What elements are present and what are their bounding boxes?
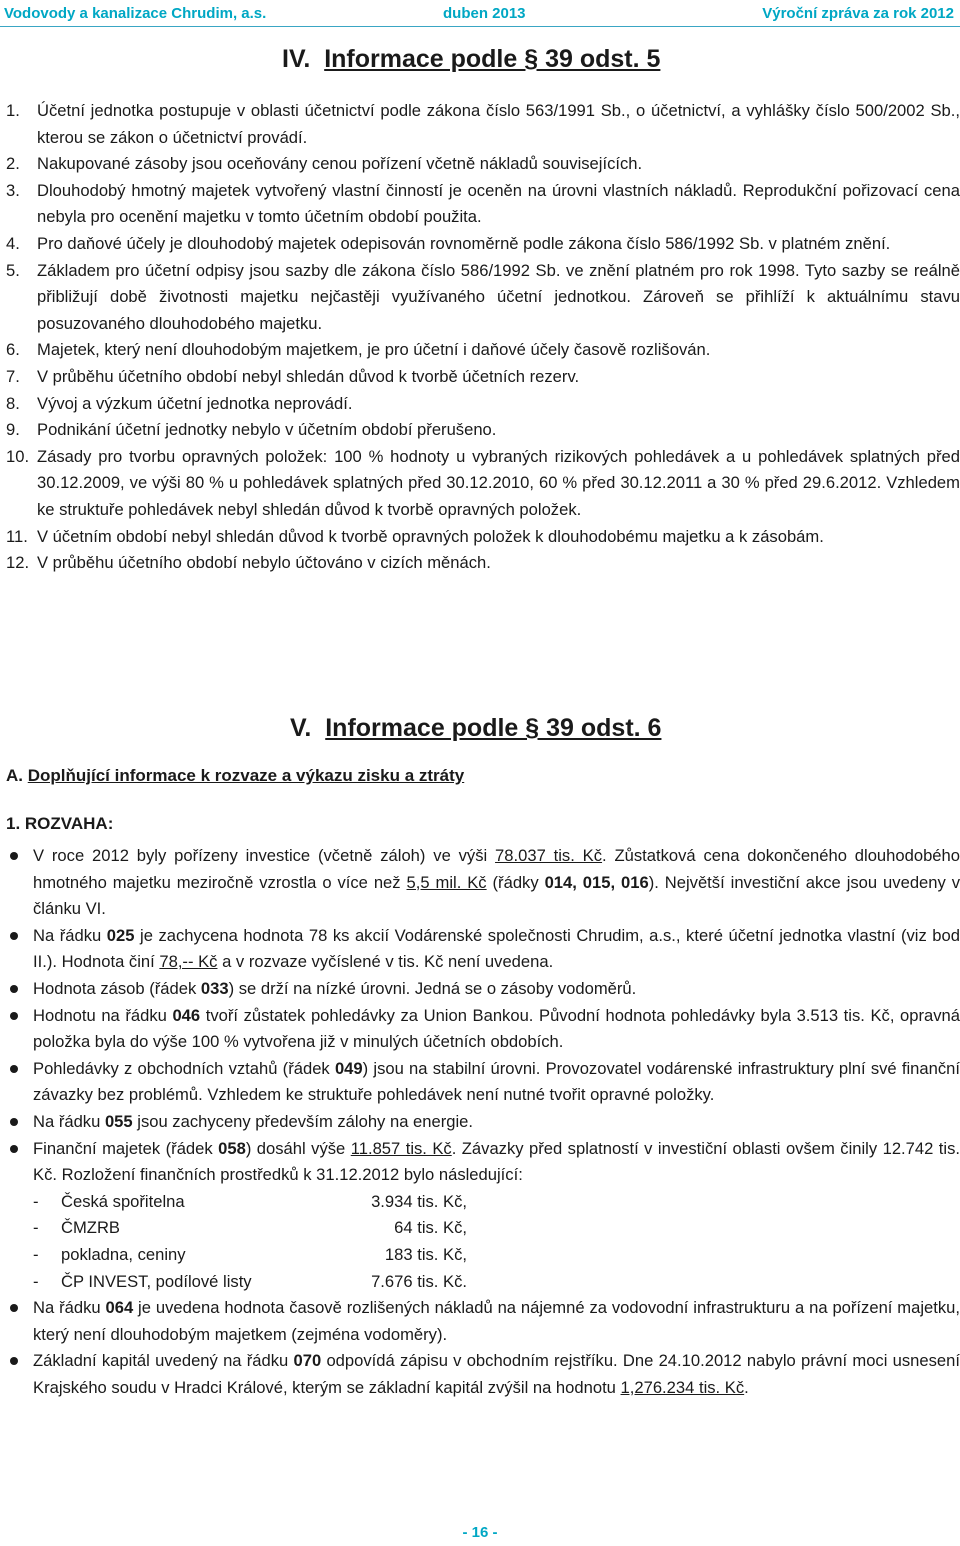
bullet-text: Finanční majetek (řádek 058) dosáhl výše 11.857 tis. Kč. Závazky před splatností v investiční oblasti ovšem činily 12.742 tis. Kč. Rozložení finančních prostředků k 31.12.2012 bylo následující: - Česká spořitelna 3.934 tis. Kč, - ČMZRB 64 tis. Kč, - pokladna, ceniny 183 tis. Kč, - ČP INVEST, podílové listy 7.676 tis. Kč. [33, 1136, 960, 1296]
bullet-text: Na řádku 025 je zachycena hodnota 78 ks akcií Vodárenské společnosti Chrudim, a.s., které účetní jednotka vlastní (viz bod II.). Hodnota činí 78,-- Kč a v rozvaze vyčíslené v tis. Kč není uvedena. [33, 925, 960, 972]
item-number: 1. [6, 101, 20, 120]
subsection-a-title: Doplňující informace k rozvaze a výkazu zisku a ztráty [27, 766, 465, 785]
bank-row: - ČMZRB 64 tis. Kč, [33, 1218, 467, 1238]
item-text: V průběhu účetního období nebyl shledán důvod k tvorbě účetních rezerv. [37, 366, 580, 386]
item-number: 6. [6, 340, 20, 360]
list-item [6, 550, 960, 577]
bullet-text: Základní kapitál uvedený na řádku 070 odpovídá zápisu v obchodním rejstříku. Dne 24.10.2012 nabylo právní moci usnesení Krajského soudu v Hradci Králové, kterým se základní kapitál zvýšil na hodnotu 1,276.234 tis. Kč. [33, 1351, 960, 1397]
list-item [6, 391, 960, 418]
page-number: - 16 - [462, 1524, 498, 1541]
subsection-a-letter: A. [6, 766, 23, 785]
section-iv-title: Informace podle § 39 odst. 5 [324, 45, 661, 73]
item-number: 4. [6, 233, 20, 253]
header-rule [0, 26, 960, 27]
header-report-title: Výroční zpráva za rok 2012 [762, 5, 954, 22]
bullet-icon [6, 1348, 33, 1401]
section-iv-heading [282, 45, 660, 74]
list-item [6, 98, 960, 151]
item-number: 2. [6, 154, 20, 174]
item-text: Majetek, který není dlouhodobým majetkem, je pro účetní i daňové účely časově rozlišován. [37, 340, 711, 360]
bullet-item [6, 843, 960, 923]
item-text: Podnikání účetní jednotky nebylo v účetním období přerušeno. [37, 420, 497, 440]
bullet-icon [6, 1295, 33, 1348]
item-number: 10. [6, 446, 30, 466]
bullet-icon [6, 1056, 33, 1109]
item-number: 12. [6, 553, 30, 573]
section-v-title: Informace podle § 39 odst. 6 [325, 714, 662, 742]
header-date: duben 2013 [443, 5, 526, 22]
item-text: Dlouhodobý hmotný majetek vytvořený vlastní činností je oceněn na úrovni vlastních nákladů. Reprodukční pořizovací cena nebyla pro ocenění majetku v tomto účetním období použita. [37, 180, 960, 227]
bullet-item [6, 1348, 960, 1401]
bullet-text: Na řádku 064 je uvedena hodnota časově rozlišených nákladů na nájemné za vodovodní infrastrukturu a na pořízení majetku, který není dlouhodobým majetkem (zejména vodoměry). [33, 1298, 960, 1344]
bank-row: - Česká spořitelna 3.934 tis. Kč, [33, 1191, 467, 1211]
bullet-icon [6, 1109, 33, 1136]
bullet-item [6, 1136, 960, 1296]
bullet-icon [6, 1003, 33, 1056]
item-text: Účetní jednotka postupuje v oblasti účetnictví podle zákona číslo 563/1991 Sb., o účetnictví, a vyhlášky číslo 500/2002 Sb., kterou se zákon o účetnictví provádí. [37, 101, 960, 147]
section-iv-roman: IV. [282, 45, 311, 73]
bullet-text: Pohledávky z obchodních vztahů (řádek 049) jsou na stabilní úrovni. Provozovatel vodárenské infrastruktury plní své finanční závazky bez problémů. Vzhledem ke struktuře pohledávek není nutné tvořit opravné položky. [33, 1058, 960, 1105]
bullet-text: Hodnotu na řádku 046 tvoří zůstatek pohledávky za Union Bankou. Původní hodnota pohledávky byla 3.513 tis. Kč, opravná položka byla do výše 100 % vytvořena již v minulých účetních obdobích. [33, 1005, 960, 1052]
section-v-heading [290, 714, 661, 743]
section-iv-list [6, 98, 960, 577]
rozvaha-heading: 1. ROZVAHA: [6, 814, 114, 833]
bullet-item [6, 923, 960, 976]
bullet-icon [6, 1136, 33, 1296]
item-text: Nakupované zásoby jsou oceňovány cenou pořízení včetně nákladů souvisejících. [37, 154, 643, 174]
bullet-item [6, 1056, 960, 1109]
bullet-icon [6, 843, 33, 923]
list-item [6, 364, 960, 391]
item-text: Vývoj a výzkum účetní jednotka neprovádí. [37, 393, 353, 413]
item-number: 11. [6, 526, 28, 546]
list-item [6, 151, 960, 178]
list-item [6, 178, 960, 231]
header-company: Vodovody a kanalizace Chrudim, a.s. [4, 5, 267, 22]
item-text: V účetním období nebyl shledán důvod k tvorbě opravných položek k dlouhodobému majetku a k zásobám. [37, 526, 824, 546]
list-item [6, 444, 960, 524]
item-number: 3. [6, 180, 20, 200]
rozvaha-bullets [6, 843, 960, 1401]
subsection-a-heading [6, 766, 464, 786]
bullet-icon [6, 923, 33, 976]
bullet-item [6, 1109, 960, 1136]
list-item [6, 417, 960, 444]
bullet-item [6, 976, 960, 1003]
bullet-text: V roce 2012 byly pořízeny investice (včetně záloh) ve výši 78.037 tis. Kč. Zůstatková cena dokončeného dlouhodobého hmotného majetku meziročně vzrostla o více než 5,5 mil. Kč (řádky 014, 015, 016). Největší investiční akce jsou uvedeny v článku VI. [33, 846, 960, 919]
item-text: Zásady pro tvorbu opravných položek: 100 % hodnoty u vybraných rizikových pohledávek a u pohledávek splatných před 30.12.2009, ve výši 80 % u pohledávek splatných před 30.12.2010, 60 % před 30.12.2011 a 30 % před 29.6.2012. Vzhledem ke struktuře pohledávek nebyl shledán důvod k tvorbě opravných položek. [37, 446, 960, 519]
bullet-icon [6, 976, 33, 1003]
list-item [6, 258, 960, 338]
bank-row: - ČP INVEST, podílové listy 7.676 tis. Kč. [33, 1271, 467, 1291]
page-header [0, 0, 960, 26]
bullet-item [6, 1295, 960, 1348]
item-number: 7. [6, 366, 20, 386]
bank-row: - pokladna, ceniny 183 tis. Kč, [33, 1244, 467, 1264]
item-number: 8. [6, 393, 20, 413]
list-item [6, 337, 960, 364]
bullet-text: Na řádku 055 jsou zachyceny především zálohy na energie. [33, 1111, 473, 1131]
bullet-text: Hodnota zásob (řádek 033) se drží na nízké úrovni. Jedná se o zásoby vodoměrů. [33, 978, 637, 998]
item-number: 9. [6, 420, 20, 440]
list-item [6, 231, 960, 258]
list-item [6, 524, 960, 551]
item-text: Pro daňové účely je dlouhodobý majetek odepisován rovnoměrně podle zákona číslo 586/1992 Sb. v platném znění. [37, 233, 891, 253]
section-v-roman: V. [290, 714, 312, 742]
item-text: Základem pro účetní odpisy jsou sazby dle zákona číslo 586/1992 Sb. ve znění platném pro rok 1998. Tyto sazby se reálně přibližují době životnosti majetku nejčastěji využívaného účetní jednotkou. Zároveň se přihlíží k aktuálnímu stavu posuzovaného dlouhodobého majetku. [37, 260, 960, 333]
bullet-item [6, 1003, 960, 1056]
item-text: V průběhu účetního období nebylo účtováno v cizích měnách. [37, 553, 491, 573]
item-number: 5. [6, 260, 20, 280]
